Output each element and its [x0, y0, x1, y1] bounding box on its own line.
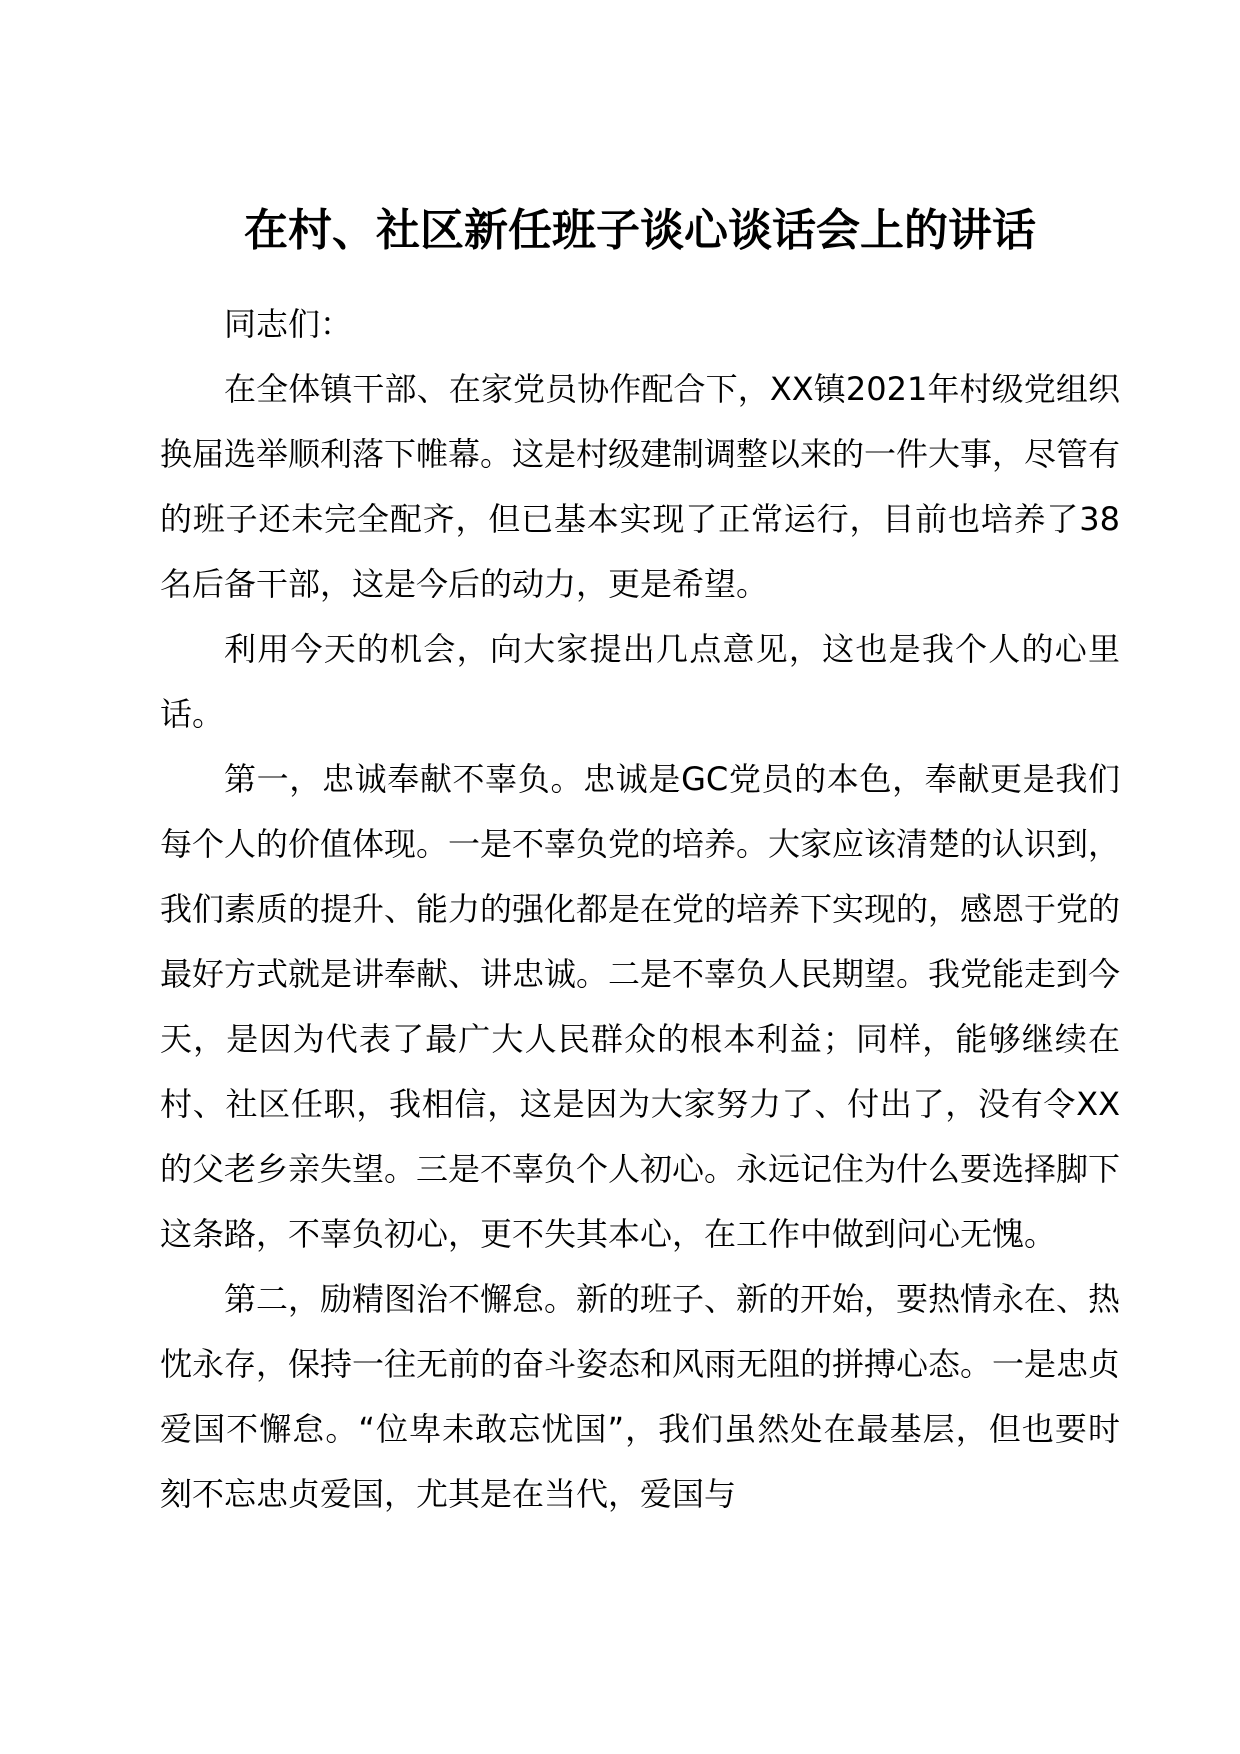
- document-page: [160, 0, 1120, 1754]
- document-title: 在村、社区新任班子谈心谈话会上的讲话: [244, 205, 1036, 256]
- paragraph: 利用今天的机会，向大家提出几点意见，这也是我个人的心里话。: [160, 630, 1120, 733]
- document-body: [160, 292, 1120, 1527]
- paragraph: 第二，励精图治不懈怠。新的班子、新的开始，要热情永在、热忱永存，保持一往无前的奋斗姿态和风雨无阻的拼搏心态。一是忠贞爱国不懈怠。“位卑未敢忘忧国”，我们虽然处在最基层，但也要时刻不忘忠贞爱国，尤其是在当代，爱国与: [160, 1280, 1121, 1513]
- salutation: 同志们：: [224, 305, 353, 343]
- paragraph: 第一，忠诚奉献不辜负。忠诚是GC党员的本色，奉献更是我们每个人的价值体现。一是不辜负党的培养。大家应该清楚的认识到，我们素质的提升、能力的强化都是在党的培养下实现的，感恩于党的最好方式就是讲奉献、讲忠诚。二是不辜负人民期望。我党能走到今天，是因为代表了最广大人民群众的根本利益；同样，能够继续在村、社区任职，我相信，这是因为大家努力了、付出了，没有令XX的父老乡亲失望。三是不辜负个人初心。永远记住为什么要选择脚下这条路，不辜负初心，更不失其本心，在工作中做到问心无愧。: [160, 760, 1121, 1253]
- paragraph: 在全体镇干部、在家党员协作配合下，XX镇2021年村级党组织换届选举顺利落下帷幕。这是村级建制调整以来的一件大事，尽管有的班子还未完全配齐，但已基本实现了正常运行，目前也培养了38名后备干部，这是今后的动力，更是希望。: [160, 370, 1121, 603]
